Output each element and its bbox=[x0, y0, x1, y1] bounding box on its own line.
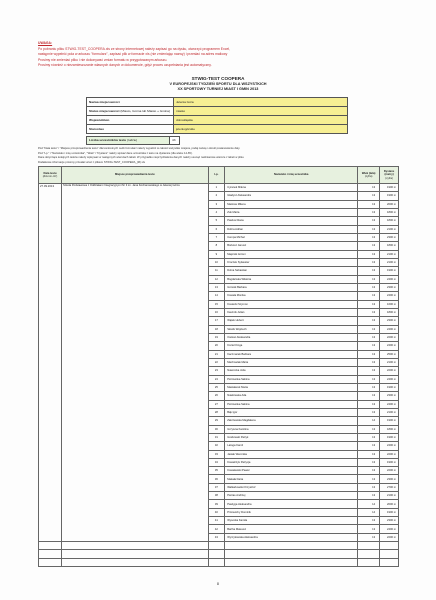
participant-age[interactable]: 13 bbox=[358, 492, 380, 500]
row-number[interactable]: 24 bbox=[208, 375, 225, 383]
row-number[interactable]: 32 bbox=[208, 442, 225, 450]
participant-age[interactable]: 13 bbox=[358, 467, 380, 475]
participant-name[interactable]: Grzywna Karolina bbox=[225, 425, 358, 433]
participant-age[interactable]: 13 bbox=[358, 383, 380, 391]
participant-age[interactable] bbox=[358, 542, 380, 550]
participant-age[interactable]: 13 bbox=[358, 517, 380, 525]
row-number[interactable]: 38 bbox=[208, 492, 225, 500]
info-label: Starostwo bbox=[87, 125, 174, 134]
participant-distance[interactable]: 2200 m bbox=[380, 467, 399, 475]
participant-distance[interactable] bbox=[380, 558, 399, 566]
participant-distance[interactable]: 2000 m bbox=[380, 500, 399, 508]
row-number[interactable]: 26 bbox=[208, 392, 225, 400]
participant-name[interactable]: Kroczek Sylwester bbox=[225, 258, 358, 266]
participant-distance[interactable]: 2300 m bbox=[380, 392, 399, 400]
participant-distance[interactable]: 2100 m bbox=[380, 225, 399, 233]
participant-name[interactable]: Koziel Kinga bbox=[225, 342, 358, 350]
participant-age[interactable]: 13 bbox=[358, 408, 380, 416]
participant-age[interactable]: 13 bbox=[358, 200, 380, 208]
participant-name[interactable]: Mastalerek Maria bbox=[225, 383, 358, 391]
participant-distance[interactable]: 2300 m bbox=[380, 317, 399, 325]
title-main: STWIG-TEST COOPERA bbox=[191, 76, 245, 81]
participant-name[interactable] bbox=[225, 550, 358, 558]
participant-name[interactable]: Grabowski Patryk bbox=[225, 433, 358, 441]
info-row bbox=[87, 98, 348, 107]
participant-distance[interactable]: 2100 m bbox=[380, 358, 399, 366]
participant-name[interactable]: Grzesik Barbara bbox=[225, 283, 358, 291]
participant-distance[interactable]: 1900 m bbox=[380, 433, 399, 441]
participant-name[interactable]: Bartha Mateusz bbox=[225, 525, 358, 533]
participant-age[interactable]: 13 bbox=[358, 308, 380, 316]
note-line: Dane dotyczące kolejnych testów należy wpisywać w następnych wierszach tabeli. W przypadku nieprzydzielenia danych należy usunąć nadmiarowe wiersze z tabeli w pliku. bbox=[38, 156, 245, 160]
participant-age[interactable]: 13 bbox=[358, 317, 380, 325]
participant-name[interactable]: Pawlus Diana bbox=[225, 217, 358, 225]
row-number[interactable]: 18 bbox=[208, 325, 225, 333]
notice-line: Prosimy również o niezamieszczanie własnych danych w dokumencie, gdyż proces uzupełniania jest automatyczny. bbox=[38, 63, 212, 68]
empty-place-cell[interactable] bbox=[62, 558, 209, 566]
header-lp: Lp. bbox=[208, 167, 225, 184]
participant-age[interactable]: 13 bbox=[358, 375, 380, 383]
participant-distance[interactable]: 1900 m bbox=[380, 458, 399, 466]
intro-notice bbox=[38, 41, 378, 69]
row-number[interactable] bbox=[208, 558, 225, 566]
row-number[interactable]: 19 bbox=[208, 333, 225, 341]
row-number[interactable]: 36 bbox=[208, 475, 225, 483]
participant-age[interactable]: 13 bbox=[358, 367, 380, 375]
participant-distance[interactable]: 2100 m bbox=[380, 250, 399, 258]
participant-age[interactable]: 13 bbox=[358, 475, 380, 483]
participant-distance[interactable]: 2300 m bbox=[380, 475, 399, 483]
participant-distance[interactable]: 1900 m bbox=[380, 184, 399, 192]
row-number[interactable]: 33 bbox=[208, 450, 225, 458]
participant-name[interactable]: Matoras Milena bbox=[225, 200, 358, 208]
row-number[interactable]: 13 bbox=[208, 283, 225, 291]
header-date: Data testu (dd-mm-rrrr) bbox=[39, 167, 62, 184]
participant-distance[interactable]: 2100 m bbox=[380, 492, 399, 500]
participant-name[interactable]: Dolna Sebastian bbox=[225, 267, 358, 275]
participant-distance[interactable]: 2200 m bbox=[380, 333, 399, 341]
participant-age[interactable]: 14 bbox=[358, 508, 380, 516]
participant-age[interactable]: 13 bbox=[358, 242, 380, 250]
participant-name[interactable]: Latoga Kamil bbox=[225, 442, 358, 450]
row-number[interactable]: 4 bbox=[208, 208, 225, 216]
test-date[interactable]: 27.09.2013 bbox=[39, 184, 62, 542]
participant-distance[interactable]: 2400 m bbox=[380, 525, 399, 533]
participant-distance[interactable]: 2200 m bbox=[380, 450, 399, 458]
row-number[interactable]: 15 bbox=[208, 300, 225, 308]
participant-name[interactable]: Piotrowska Sabina bbox=[225, 375, 358, 383]
participant-name[interactable]: Kowala Monika bbox=[225, 292, 358, 300]
empty-place-cell[interactable] bbox=[62, 542, 209, 550]
empty-date-cell[interactable] bbox=[39, 558, 62, 566]
info-label: Województwo bbox=[87, 116, 174, 125]
participant-age[interactable]: 13 bbox=[358, 442, 380, 450]
participant-age[interactable]: 13 bbox=[358, 358, 380, 366]
row-number[interactable]: 14 bbox=[208, 292, 225, 300]
participant-name[interactable]: Kasznik Julian bbox=[225, 308, 358, 316]
participant-name[interactable]: Przewoźny Dominik bbox=[225, 508, 358, 516]
row-number[interactable]: 3 bbox=[208, 200, 225, 208]
participant-name[interactable]: Dobra Adrian bbox=[225, 225, 358, 233]
results-table bbox=[38, 166, 399, 567]
page-number: 8 bbox=[217, 582, 219, 586]
info-label-text: Status miejscowości bbox=[89, 109, 120, 114]
row-number[interactable]: 41 bbox=[208, 517, 225, 525]
participant-age[interactable]: 13 bbox=[358, 450, 380, 458]
empty-date-cell[interactable] bbox=[39, 550, 62, 558]
participant-age[interactable]: 13 bbox=[358, 192, 380, 200]
table-row bbox=[39, 542, 399, 550]
info-value[interactable]: dolnośląskie bbox=[174, 116, 348, 125]
participant-age[interactable]: 13 bbox=[358, 433, 380, 441]
participant-age[interactable]: 13 bbox=[358, 292, 380, 300]
row-number[interactable]: 40 bbox=[208, 508, 225, 516]
title-line: XX SPORTOWY TURNIEJ MIAST I GMIN 2013 bbox=[177, 86, 259, 91]
row-number[interactable]: 11 bbox=[208, 267, 225, 275]
participant-age[interactable]: 13 bbox=[358, 342, 380, 350]
participant-name[interactable]: Cyranek Milena bbox=[225, 184, 358, 192]
participant-distance[interactable]: 2400 m bbox=[380, 275, 399, 283]
participant-age[interactable]: 13 bbox=[358, 325, 380, 333]
row-number[interactable]: 29 bbox=[208, 417, 225, 425]
participant-age[interactable] bbox=[358, 550, 380, 558]
participant-distance[interactable]: 2400 m bbox=[380, 342, 399, 350]
row-number[interactable]: 30 bbox=[208, 425, 225, 433]
participant-name[interactable]: Bąk Igor bbox=[225, 408, 358, 416]
notice-line: Prosimy nie zmieniać pliku i nie dokonywać zmian formatu w przygotowanym arkuszu. bbox=[38, 57, 168, 62]
row-number[interactable]: 6 bbox=[208, 225, 225, 233]
participant-distance[interactable]: 2500 m bbox=[380, 350, 399, 358]
row-number[interactable]: 20 bbox=[208, 342, 225, 350]
row-number[interactable]: 28 bbox=[208, 408, 225, 416]
participant-distance[interactable]: 1900 m bbox=[380, 267, 399, 275]
participant-age[interactable]: 13 bbox=[358, 350, 380, 358]
note-line: Dodatkowe informacje prosimy przesłać wraz z plikiem STWIG-TEST_COOPERA_(M).xls bbox=[38, 160, 145, 164]
count-value[interactable]: 43 bbox=[170, 137, 180, 145]
title-line: V EUROPEJSKI TYDZIEŃ SPORTU DLA WSZYSTKICH bbox=[169, 81, 267, 86]
participant-age[interactable]: 13 bbox=[358, 275, 380, 283]
location-info-table bbox=[86, 97, 348, 134]
header-age: Wiek (lata) (cyfra) bbox=[358, 167, 380, 184]
row-number[interactable]: 12 bbox=[208, 275, 225, 283]
participant-name[interactable]: Owsian Aleksandra bbox=[225, 333, 358, 341]
participant-distance[interactable] bbox=[380, 542, 399, 550]
participant-age[interactable]: 13 bbox=[358, 400, 380, 408]
participant-name[interactable]: Nawrocka Julia bbox=[225, 367, 358, 375]
participant-name[interactable]: Borkosz Janusz bbox=[225, 242, 358, 250]
row-number[interactable]: 37 bbox=[208, 483, 225, 491]
participant-name[interactable]: Słowik Wojciech bbox=[225, 325, 358, 333]
info-hint: (Miasto, Gmina lub Miasto + Gmina) bbox=[120, 109, 170, 114]
participant-name[interactable]: Kostecki Szymon bbox=[225, 300, 358, 308]
participant-age[interactable]: 13 bbox=[358, 208, 380, 216]
document-title bbox=[88, 77, 348, 92]
row-number[interactable]: 16 bbox=[208, 308, 225, 316]
participant-distance[interactable]: 2100 m bbox=[380, 408, 399, 416]
participant-name[interactable]: Walkarkowski Krzysztof bbox=[225, 483, 358, 491]
participant-distance[interactable]: 2000 m bbox=[380, 200, 399, 208]
participant-age[interactable]: 13 bbox=[358, 217, 380, 225]
row-number[interactable]: 42 bbox=[208, 525, 225, 533]
row-number[interactable]: 25 bbox=[208, 383, 225, 391]
header-distance: Dystans (metry) (cyfra) bbox=[380, 167, 399, 184]
participant-age[interactable]: 13 bbox=[358, 225, 380, 233]
header-place: Miejsce przeprowadzenia testu bbox=[62, 167, 209, 184]
table-row bbox=[39, 558, 399, 566]
row-number[interactable]: 1 bbox=[208, 184, 225, 192]
participant-age[interactable]: 14 bbox=[358, 417, 380, 425]
participant-distance[interactable]: 1600 m bbox=[380, 300, 399, 308]
info-label bbox=[87, 107, 174, 116]
note-line: Pod "Lp." i "Nazwisko i imię uczestnika", "Wiek" i "Dystans" należy wpisać dane uczestnika z testu na dystansie (dla wieku 14-65). bbox=[38, 151, 193, 155]
row-number[interactable]: 22 bbox=[208, 358, 225, 366]
participant-name[interactable] bbox=[225, 558, 358, 566]
notice-line: następnie wypełnić pola w arkuszu "formularz", zapisać plik w formacie xls (nie zmieniając nazwy) i przesłać na adres mailowy bbox=[38, 52, 228, 57]
notice-heading: UWAGA: bbox=[38, 41, 53, 45]
participant-age[interactable]: 13 bbox=[358, 333, 380, 341]
participant-distance[interactable] bbox=[380, 550, 399, 558]
participant-distance[interactable]: 2400 m bbox=[380, 292, 399, 300]
participant-name[interactable]: Jasiak Weronika bbox=[225, 450, 358, 458]
participant-age[interactable]: 13 bbox=[358, 233, 380, 241]
notice-line: Po pobraniu pliku STWIG-TEST_COOPERA.xls ze strony internetowej należy zapisać go na dysku, otworzyć programem Excel, bbox=[38, 46, 231, 51]
participant-name[interactable]: Wyrzykowska Aleksandra bbox=[225, 533, 358, 541]
row-number[interactable]: 8 bbox=[208, 242, 225, 250]
row-number[interactable]: 43 bbox=[208, 533, 225, 541]
participant-distance[interactable]: 2700 m bbox=[380, 483, 399, 491]
count-row bbox=[87, 137, 180, 145]
participant-name[interactable]: Majorski Antoni bbox=[225, 250, 358, 258]
row-number[interactable] bbox=[208, 542, 225, 550]
participant-distance[interactable]: 1800 m bbox=[380, 308, 399, 316]
row-number[interactable]: 21 bbox=[208, 350, 225, 358]
participant-age[interactable]: 13 bbox=[358, 250, 380, 258]
participant-age[interactable]: 14 bbox=[358, 500, 380, 508]
participant-name[interactable]: Piotrowska Sabina bbox=[225, 400, 358, 408]
row-number[interactable]: 39 bbox=[208, 500, 225, 508]
participant-distance[interactable]: 1800 m bbox=[380, 217, 399, 225]
row-number[interactable]: 23 bbox=[208, 367, 225, 375]
participant-age[interactable]: 13 bbox=[358, 458, 380, 466]
participant-name[interactable]: Pietras Andrzej bbox=[225, 492, 358, 500]
empty-place-cell[interactable] bbox=[62, 550, 209, 558]
participant-distance[interactable]: 2300 m bbox=[380, 283, 399, 291]
table-header-row bbox=[39, 167, 399, 184]
participant-distance[interactable]: 2300 m bbox=[380, 517, 399, 525]
row-number[interactable]: 10 bbox=[208, 258, 225, 266]
participant-distance[interactable]: 1900 m bbox=[380, 192, 399, 200]
participant-distance[interactable]: 2100 m bbox=[380, 258, 399, 266]
participant-age[interactable]: 13 bbox=[358, 533, 380, 541]
test-place[interactable]: Szkoła Podstawowa z Oddziałami Integracyjnymi Nr 3 im. Jana Kochanowskiego w Jeleniej Górze bbox=[62, 184, 209, 542]
participant-distance[interactable]: 1900 m bbox=[380, 417, 399, 425]
info-value[interactable]: miasto bbox=[174, 107, 348, 116]
row-number[interactable]: 7 bbox=[208, 233, 225, 241]
participant-name[interactable]: Zuk Marta bbox=[225, 208, 358, 216]
participant-name[interactable]: Machowiak Maria bbox=[225, 358, 358, 366]
participant-distance[interactable]: 2200 m bbox=[380, 533, 399, 541]
participant-distance[interactable]: 1900 m bbox=[380, 508, 399, 516]
participant-distance[interactable]: 1800 m bbox=[380, 242, 399, 250]
participant-name[interactable] bbox=[225, 542, 358, 550]
info-row bbox=[87, 125, 348, 134]
count-label bbox=[87, 137, 170, 145]
participant-name[interactable]: Kowalewski Paweł bbox=[225, 467, 358, 475]
participant-count-table bbox=[86, 136, 180, 145]
table-row bbox=[39, 550, 399, 558]
count-hint: (ludzie) bbox=[127, 138, 138, 143]
participant-age[interactable]: 13 bbox=[358, 425, 380, 433]
participant-distance[interactable]: 2200 m bbox=[380, 367, 399, 375]
participant-distance[interactable]: 2300 m bbox=[380, 233, 399, 241]
participant-distance[interactable]: 1900 m bbox=[380, 383, 399, 391]
row-number[interactable]: 2 bbox=[208, 192, 225, 200]
empty-date-cell[interactable] bbox=[39, 542, 62, 550]
participant-age[interactable]: 13 bbox=[358, 283, 380, 291]
row-number[interactable]: 27 bbox=[208, 400, 225, 408]
info-label: Nazwa miejscowości bbox=[87, 98, 174, 107]
participant-name[interactable]: Bogdańska Wiktoria bbox=[225, 275, 358, 283]
info-value[interactable]: Jelenia Góra bbox=[174, 98, 348, 107]
row-number[interactable]: 9 bbox=[208, 250, 225, 258]
participant-age[interactable]: 13 bbox=[358, 392, 380, 400]
participant-name[interactable]: Cempa Michał bbox=[225, 233, 358, 241]
header-name: Nazwisko i imię uczestnika bbox=[225, 167, 358, 184]
instructions-notes bbox=[38, 147, 378, 165]
info-value[interactable]: jeleniogórskie bbox=[174, 125, 348, 134]
note-line: Pod "Data testu" i "Miejsce przeprowadzenia testu" dla konkretnych osób formularz należy wypełnić w całości wszystkie miejsca, podaj nazwę i określ postanowienie daty. bbox=[38, 147, 241, 150]
row-number[interactable]: 17 bbox=[208, 317, 225, 325]
participant-age[interactable]: 13 bbox=[358, 258, 380, 266]
participant-distance[interactable]: 1800 m bbox=[380, 208, 399, 216]
participant-name[interactable]: Zakrzewska Magdalena bbox=[225, 417, 358, 425]
participant-age[interactable]: 13 bbox=[358, 267, 380, 275]
row-number[interactable]: 34 bbox=[208, 458, 225, 466]
info-row bbox=[87, 107, 348, 116]
participant-age[interactable]: 13 bbox=[358, 184, 380, 192]
participant-distance[interactable]: 2400 m bbox=[380, 325, 399, 333]
participant-age[interactable] bbox=[358, 558, 380, 566]
participant-age[interactable]: 13 bbox=[358, 525, 380, 533]
participant-name[interactable]: Makała Daria bbox=[225, 475, 358, 483]
participant-age[interactable]: 13 bbox=[358, 483, 380, 491]
count-label-text: Liczba uczestników testu bbox=[89, 138, 127, 143]
participant-name[interactable]: Pawlyga Aleksandra bbox=[225, 500, 358, 508]
participant-distance[interactable]: 2400 m bbox=[380, 442, 399, 450]
row-number[interactable] bbox=[208, 550, 225, 558]
row-number[interactable]: 35 bbox=[208, 467, 225, 475]
participant-name[interactable]: Kaczmarek Barbara bbox=[225, 350, 358, 358]
participant-name[interactable]: Wątek Hubert bbox=[225, 317, 358, 325]
participant-name[interactable]: Wysocka Kamila bbox=[225, 517, 358, 525]
row-number[interactable]: 31 bbox=[208, 433, 225, 441]
participant-distance[interactable]: 2400 m bbox=[380, 400, 399, 408]
participant-name[interactable]: Gładysz Aleksandra bbox=[225, 192, 358, 200]
participant-distance[interactable]: 1800 m bbox=[380, 425, 399, 433]
row-number[interactable]: 5 bbox=[208, 217, 225, 225]
table-row bbox=[39, 184, 399, 192]
participant-age[interactable]: 13 bbox=[358, 300, 380, 308]
participant-name[interactable]: Nawłowska Ada bbox=[225, 392, 358, 400]
participant-distance[interactable]: 2400 m bbox=[380, 375, 399, 383]
participant-name[interactable]: Kowalczyk Patrycja bbox=[225, 458, 358, 466]
info-row bbox=[87, 116, 348, 125]
